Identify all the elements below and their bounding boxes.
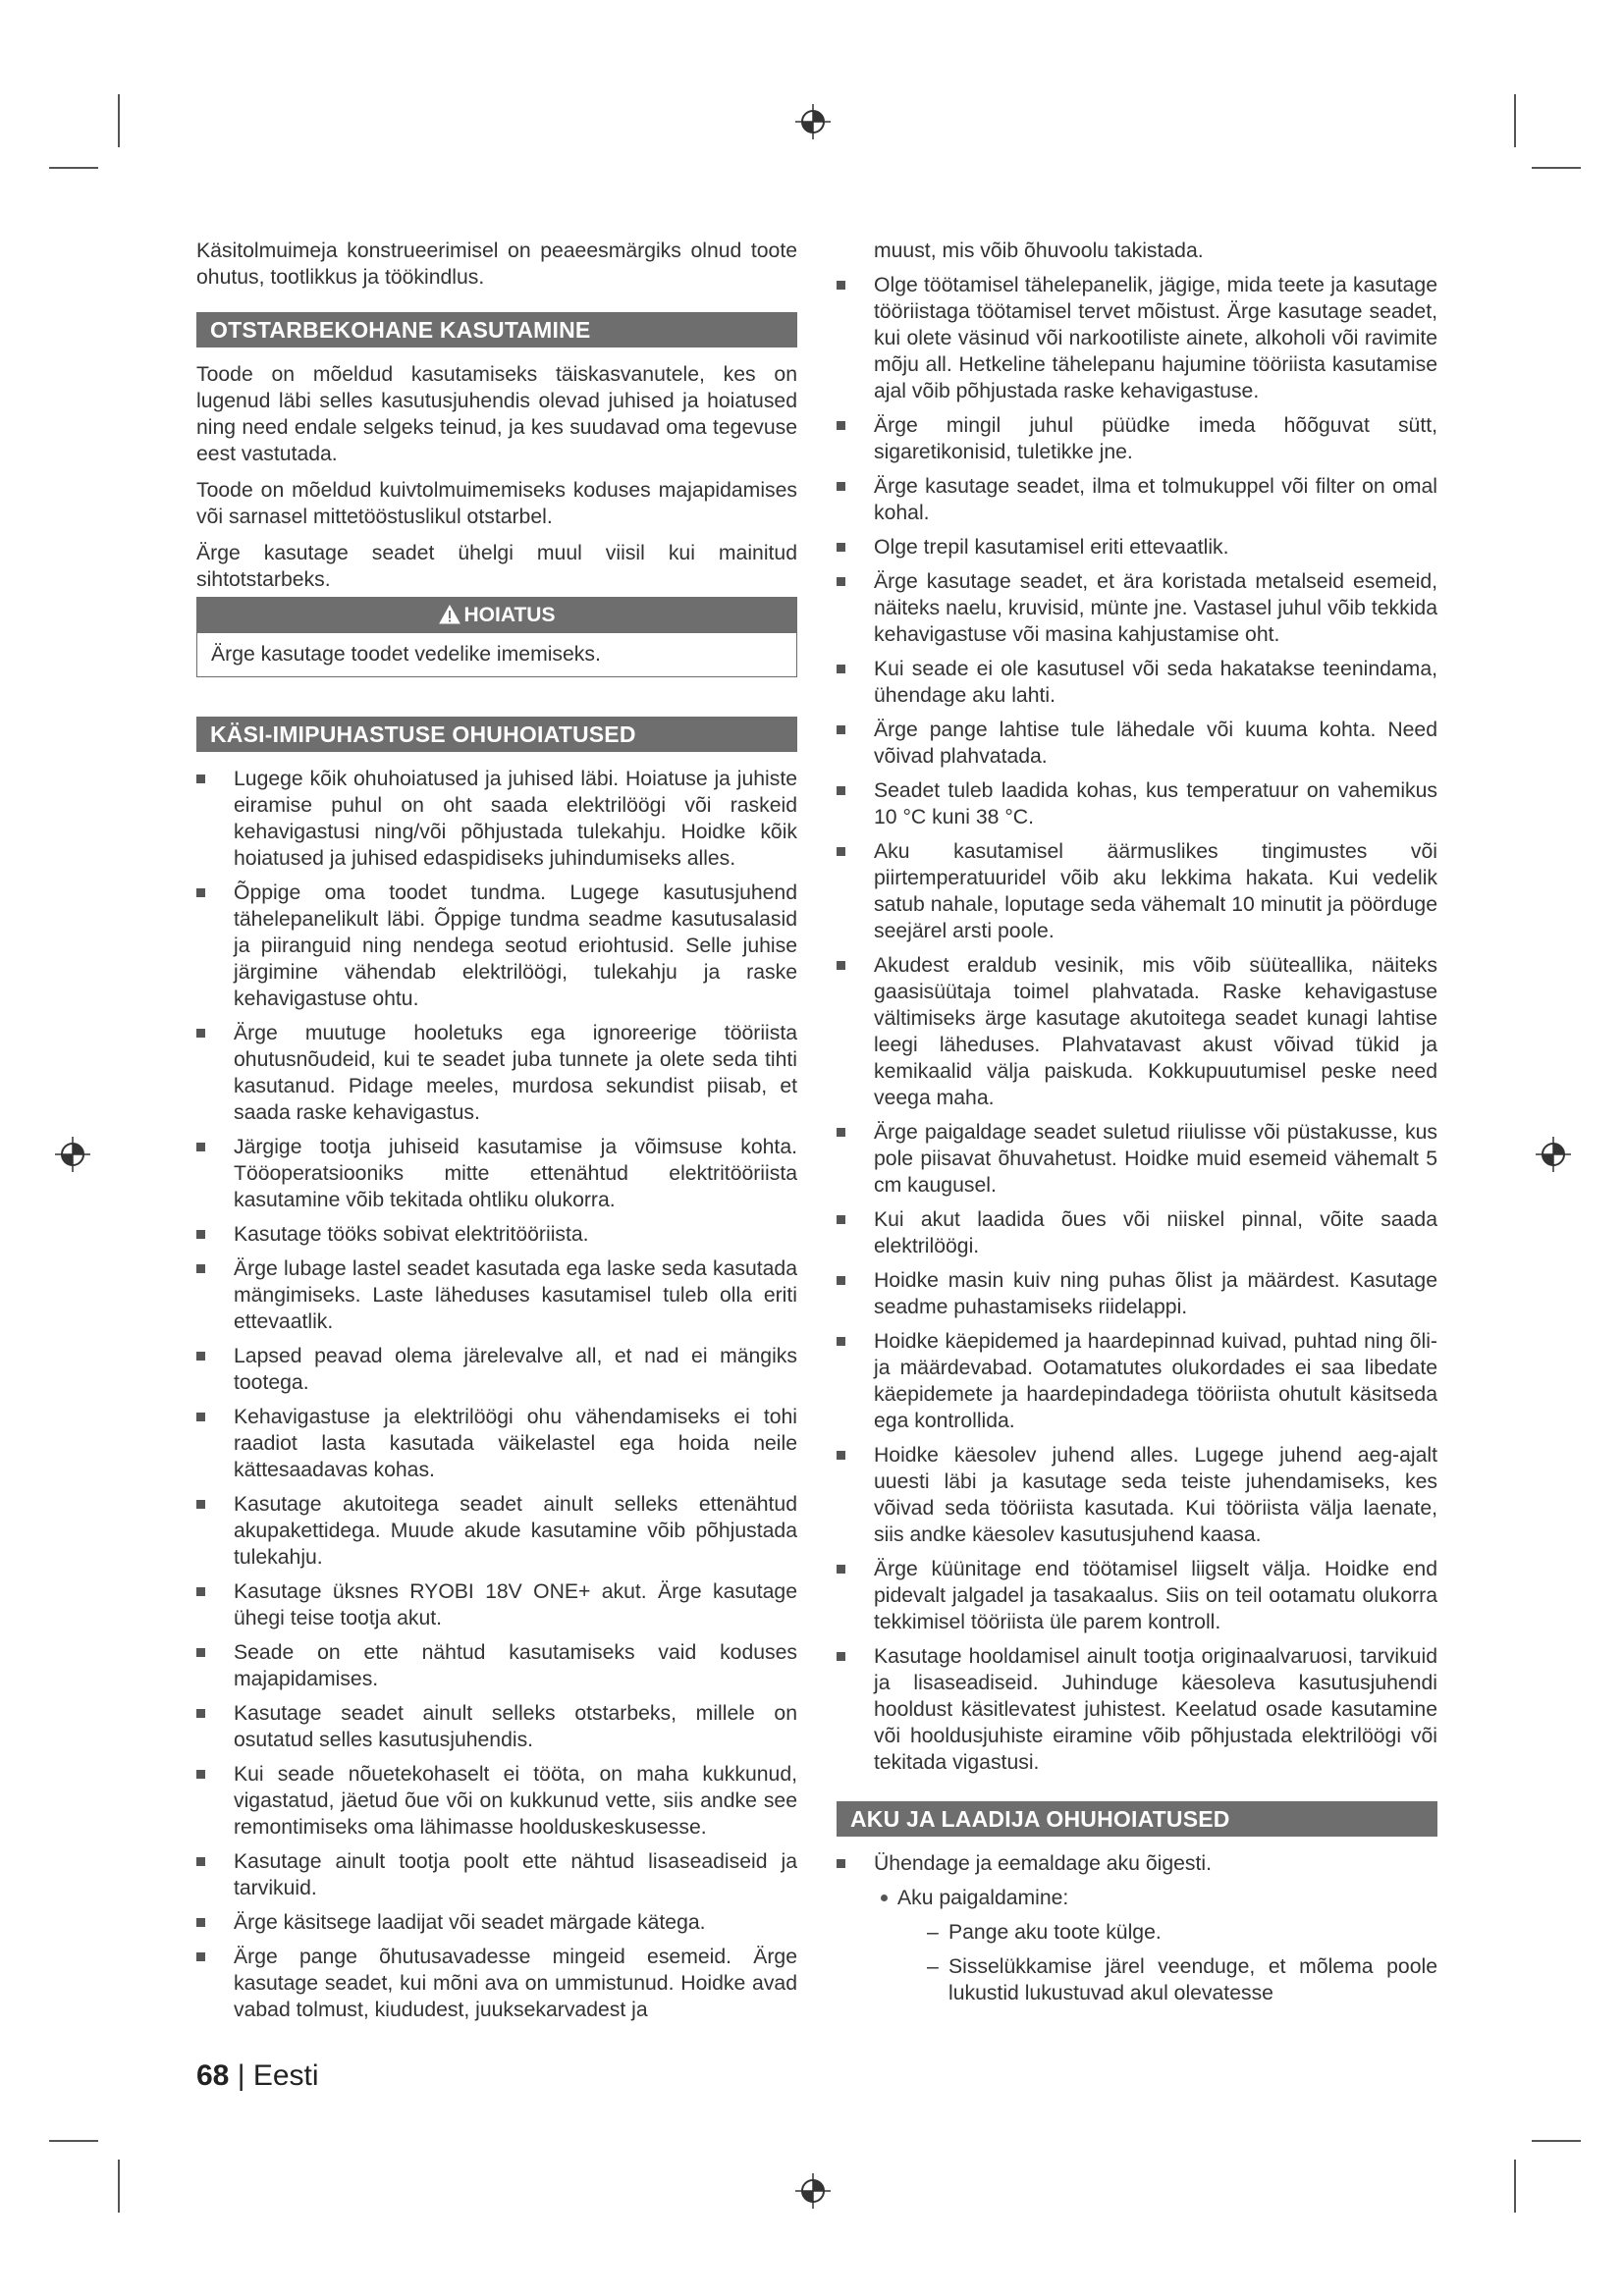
- battery-sublist: [837, 1885, 1437, 1911]
- dash-list-item: – Sisselükkamise järel veenduge, et mõlema poole lukustid lukustuvad akul olevatesse: [927, 1955, 1437, 2004]
- bullet-icon: [837, 1652, 845, 1661]
- section-heading-vacuum-safety: KÄSI-IMIPUHASTUSE OHUHOIATUSED: [196, 717, 797, 752]
- bullet-icon: [196, 774, 205, 783]
- list-item: Kui seade ei ole kasutusel või seda hakatakse teenindama, ühendage aku lahti.: [837, 656, 1437, 709]
- registration-mark-icon: [793, 2171, 833, 2211]
- list-item: Ärge küünitage end töötamisel liigselt välja. Hoidke end pidevalt jalgadel ja tasakaalus. Siis on teil ootamatu olukorra tekkimisel tööriista üle parem kontroll.: [837, 1556, 1437, 1635]
- list-item: Lapsed peavad olema järelevalve all, et nad ei mängiks tootega.: [196, 1343, 797, 1396]
- list-item: Ärge käsitsege laadijat või seadet märgade kätega.: [196, 1909, 797, 1936]
- list-item: Ärge pange õhutusavadesse mingeid esemeid. Ärge kasutage seadet, kui mõni ava on ummistunud. Hoidke avad vabad tolmust, kiududest, juuksekarvadest ja: [196, 1944, 797, 2023]
- bullet-icon: [196, 1264, 205, 1273]
- bullet-icon: [196, 1143, 205, 1151]
- list-item: Ühendage ja eemaldage aku õigesti.: [837, 1850, 1437, 1877]
- bullet-icon: [196, 1230, 205, 1239]
- left-column: [196, 238, 797, 2031]
- bullet-icon: [196, 888, 205, 897]
- list-item: Lugege kõik ohuhoiatused ja juhised läbi. Hoiatuse ja juhiste eiramise puhul on oht saada elektrilöögi või raskeid kehavigastusi ning/või põhjustada tulekahju. Hoidke kõik hoiatused ja juhised edaspidiseks juhindumiseks alles.: [196, 766, 797, 872]
- dot-bullet-icon: [881, 1895, 888, 1901]
- bullet-icon: [837, 665, 845, 673]
- bullet-icon: [837, 1451, 845, 1460]
- bullet-icon: [837, 281, 845, 290]
- warning-title: HOIATUS: [463, 604, 556, 626]
- list-item: Kehavigastuse ja elektrilöögi ohu vähendamiseks ei tohi raadiot lasta kasutada väikelastel ega hoida neile kättesaadavas kohas.: [196, 1404, 797, 1483]
- crop-mark: [1514, 94, 1516, 147]
- list-item: Ärge pange lahtise tule lähedale või kuuma kohta. Need võivad plahvatada.: [837, 717, 1437, 770]
- bullet-icon: [837, 1215, 845, 1224]
- bullet-icon: [196, 1857, 205, 1866]
- warning-header: [197, 598, 796, 633]
- battery-dash-list: [837, 1919, 1437, 2006]
- list-item: Olge trepil kasutamisel eriti ettevaatlik.: [837, 534, 1437, 561]
- bullet-icon: [196, 1709, 205, 1718]
- right-column: [837, 238, 1437, 2014]
- bullet-icon: [196, 1770, 205, 1779]
- crop-mark: [1532, 167, 1581, 169]
- list-item: Hoidke käesolev juhend alles. Lugege juhend aeg-ajalt uuesti läbi ja kasutage seda teiste juhendamiseks, kes võivad seda tööriista kasutada. Kui tööriista välja laenate, siis andke käesolev kasutusjuhend kaasa.: [837, 1442, 1437, 1548]
- bullet-icon: [837, 961, 845, 970]
- safety-list-continued: [837, 272, 1437, 1776]
- paragraph: Toode on mõeldud kuivtolmuimemiseks koduses majapidamises või sarnasel mittetööstuslikul otstarbel.: [196, 479, 797, 528]
- paragraph: Ärge kasutage seadet ühelgi muul viisil kui mainitud sihtotstarbeks.: [196, 542, 797, 591]
- list-item: Kasutage tööks sobivat elektritööriista.: [196, 1221, 797, 1248]
- bullet-icon: [196, 1648, 205, 1657]
- list-item: Ärge lubage lastel seadet kasutada ega laske seda kasutada mängimiseks. Laste läheduses kasutamisel tuleb olla eriti ettevaatlik.: [196, 1255, 797, 1335]
- sub-list-item: Aku paigaldamine:: [837, 1885, 1437, 1911]
- page-footer: [196, 2059, 319, 2093]
- bullet-icon: [196, 1952, 205, 1961]
- bullet-icon: [837, 725, 845, 734]
- bullet-icon: [837, 786, 845, 795]
- list-item: Ärge kasutage seadet, ilma et tolmukuppel või filter on omal kohal.: [837, 473, 1437, 526]
- section-heading-intended-use: OTSTARBEKOHANE KASUTAMINE: [196, 312, 797, 347]
- list-item: Kasutage hooldamisel ainult tootja originaalvaruosi, tarvikuid ja lisaseadiseid. Juhinduge käesoleva kasutusjuhendi hooldust käsitlevatest juhistest. Keelatud osade kasutamine või hooldusjuhiste eiramine võib põhjustada elektrilöögi või tekitada vigastusi.: [837, 1643, 1437, 1776]
- crop-mark: [118, 94, 120, 147]
- list-item: Ärge paigaldage seadet suletud riiulisse või püstakusse, kus pole piisavat õhuvahetust. Hoidke muid esemeid vähemalt 5 cm kaugusel.: [837, 1119, 1437, 1199]
- warning-box: [196, 597, 797, 677]
- registration-mark-icon: [793, 102, 833, 141]
- footer-separator: |: [237, 2059, 245, 2092]
- bullet-icon: [196, 1413, 205, 1421]
- list-item: Hoidke masin kuiv ning puhas õlist ja määrdest. Kasutage seadme puhastamiseks riidelappi.: [837, 1267, 1437, 1320]
- list-item: Aku kasutamisel äärmuslikes tingimustes või piirtemperatuuridel võib aku lekkima hakata. Kui vedelik satub nahale, loputage seda vähemalt 10 minutit ja pöörduge seejärel arsti poole.: [837, 838, 1437, 944]
- list-item: Kasutage üksnes RYOBI 18V ONE+ akut. Ärge kasutage ühegi teise tootja akut.: [196, 1578, 797, 1631]
- list-item: Hoidke käepidemed ja haardepinnad kuivad, puhtad ning õli- ja määrdevabad. Ootamatutes olukordades ei saa libedate käepidemete ja haardepindadega tööriista ohutult käsitseda ega kontrollida.: [837, 1328, 1437, 1434]
- warning-text: Ärge kasutage toodet vedelike imemiseks.: [211, 643, 601, 666]
- intro-paragraph: Käsitolmuimeja konstrueerimisel on peaeesmärgiks olnud toote ohutus, tootlikkus ja töökindlus.: [196, 240, 797, 289]
- crop-mark: [1532, 2140, 1581, 2142]
- warning-triangle-icon: [439, 605, 460, 624]
- registration-mark-icon: [53, 1135, 92, 1174]
- crop-mark: [49, 2140, 98, 2142]
- paragraph: Toode on mõeldud kasutamiseks täiskasvanutele, kes on lugenud läbi selles kasutusjuhendis olevad juhised ja hoiatused ning need endale selgeks teinud, ja kes suudavad oma tegevuse eest vastutada.: [196, 363, 797, 465]
- list-item: Akudest eraldub vesinik, mis võib süüteallika, näiteks gaasisüütaja toimel plahvatada. Raske kehavigastuse vältimiseks ärge kasutage akutoitega seadet kunagi lahtise leegi läheduses. Plahvatavast akust võivad tükid ja kemikaalid välja paiskuda. Kokkupuutumisel peske need veega maha.: [837, 952, 1437, 1111]
- bullet-icon: [837, 482, 845, 491]
- bullet-icon: [837, 1337, 845, 1346]
- bullet-icon: [837, 1276, 845, 1285]
- bullet-icon: [837, 577, 845, 586]
- bullet-icon: [837, 543, 845, 552]
- dash-list-item: – Pange aku toote külge.: [927, 1921, 1162, 1944]
- bullet-icon: [196, 1029, 205, 1038]
- list-item: Kui seade nõuetekohaselt ei tööta, on maha kukkunud, vigastatud, jäetud õue või on kukkunud vette, siis andke see remontimiseks oma lähimasse hoolduskeskusesse.: [196, 1761, 797, 1841]
- bullet-icon: [837, 1128, 845, 1137]
- list-item: Olge töötamisel tähelepanelik, jägige, mida teete ja kasutage tööriistaga töötamisel tervet mõistust. Ärge kasutage seadet, kui olete väsinud või narkootiliste ainete, alkoholi või ravimite mõju all. Hetkeline tähelepanu hajumine tööriista kasutamise ajal võib põhjustada raske kehavigastuse.: [837, 272, 1437, 404]
- list-item: Ärge mingil juhul püüdke imeda hõõguvat sütt, sigaretikonisid, tuletikke jne.: [837, 412, 1437, 465]
- list-item: Seade on ette nähtud kasutamiseks vaid koduses majapidamises.: [196, 1639, 797, 1692]
- list-item: Järgige tootja juhiseid kasutamise ja võimsuse kohta. Tööoperatsiooniks mitte ettenähtud elektritööriista kasutamine võib tekitada ohtliku olukorra.: [196, 1134, 797, 1213]
- continuation-text: muust, mis võib õhuvoolu takistada.: [874, 240, 1204, 262]
- bullet-icon: [196, 1918, 205, 1927]
- bullet-icon: [837, 421, 845, 430]
- list-item: Kasutage ainult tootja poolt ette nähtud lisaseadiseid ja tarvikuid.: [196, 1848, 797, 1901]
- bullet-icon: [837, 847, 845, 856]
- bullet-icon: [196, 1352, 205, 1361]
- crop-mark: [49, 167, 98, 169]
- page-number: 68: [196, 2059, 230, 2092]
- list-item: Ärge kasutage seadet, et ära koristada metalseid esemeid, näiteks naelu, kruvisid, münte jne. Vastasel juhul võib tekkida kehavigastuse või masina kahjustamise oht.: [837, 568, 1437, 648]
- footer-language: Eesti: [252, 2059, 319, 2092]
- list-item: Seadet tuleb laadida kohas, kus temperatuur on vahemikus 10 °C kuni 38 °C.: [837, 777, 1437, 830]
- section-heading-battery-charger: AKU JA LAADIJA OHUHOIATUSED: [837, 1801, 1437, 1837]
- list-item: Õppige oma toodet tundma. Lugege kasutusjuhend tähelepanelikult läbi. Õppige tundma seadme kasutusalasid ja piiranguid ning nendega seotud eriohtusid. Selle juhise järgimine vähendab elektrilöögi, tulekahju ja raske kehavigastuse ohtu.: [196, 880, 797, 1012]
- list-item: Ärge muutuge hooletuks ega ignoreerige tööriista ohutusnõudeid, kui te seadet juba tunnete ja olete seda tihti kasutanud. Pidage meeles, murdosa sekundist piisab, et saada raske kehavigastus.: [196, 1020, 797, 1126]
- bullet-icon: [196, 1587, 205, 1596]
- crop-mark: [1514, 2160, 1516, 2213]
- list-item: Kasutage seadet ainult selleks otstarbeks, millele on osutatud selles kasutusjuhendis.: [196, 1700, 797, 1753]
- bullet-icon: [837, 1565, 845, 1574]
- bullet-icon: [196, 1500, 205, 1509]
- crop-mark: [118, 2160, 120, 2213]
- list-item: Kui akut laadida õues või niiskel pinnal, võite saada elektrilöögi.: [837, 1206, 1437, 1259]
- safety-list: [196, 766, 797, 2023]
- bullet-icon: [837, 1859, 845, 1868]
- battery-list: [837, 1850, 1437, 1877]
- registration-mark-icon: [1534, 1135, 1573, 1174]
- list-item: Kasutage akutoitega seadet ainult selleks ettenähtud akupakettidega. Muude akude kasutamine võib põhjustada tulekahju.: [196, 1491, 797, 1571]
